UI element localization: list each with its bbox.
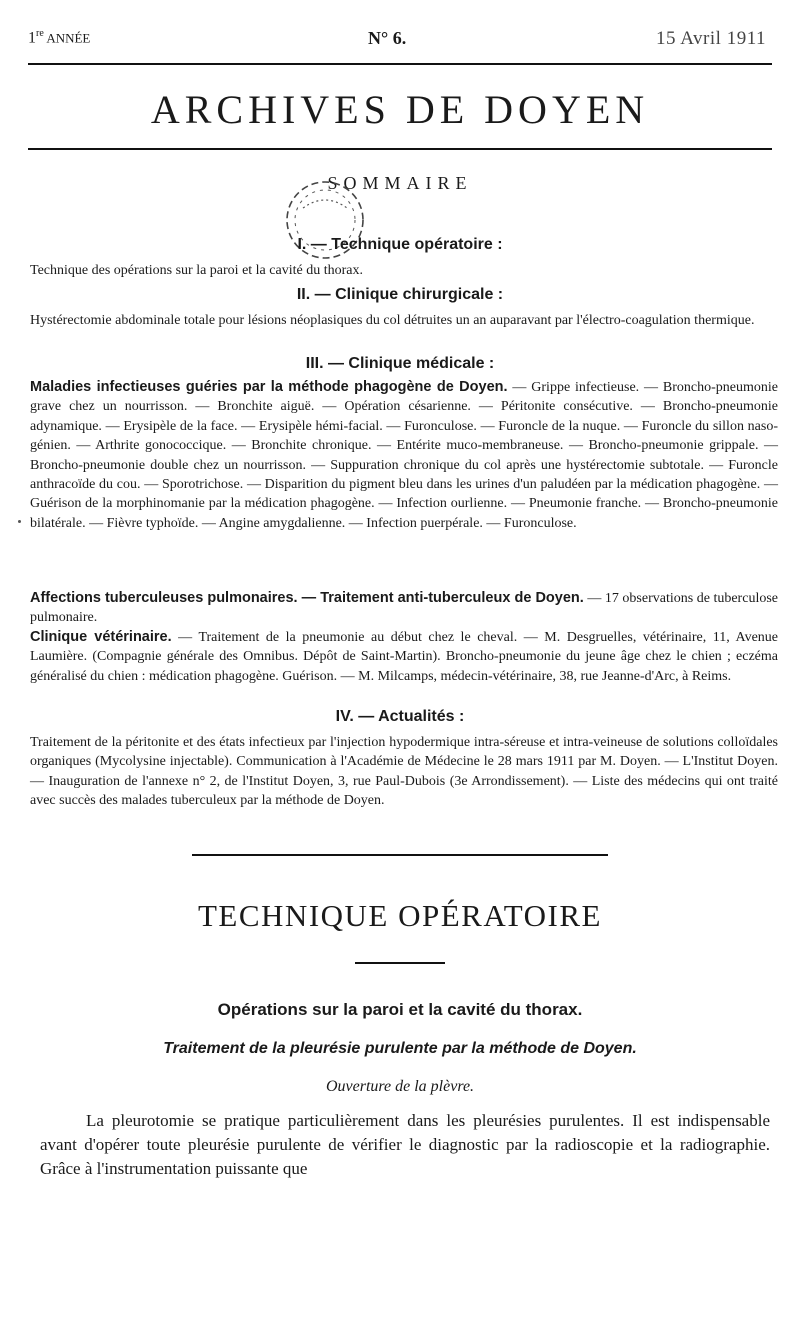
block-lead-veterinaire: Clinique vétérinaire. (30, 629, 172, 645)
sommaire-end-rule (192, 854, 608, 856)
article-heading: Opérations sur la paroi et la cavité du thorax. (217, 1000, 583, 1019)
year-sup: re (36, 28, 44, 39)
block-text-maladies: — Grippe infectieuse. — Broncho-pneumonie grave chez un nourrisson. — Bronchite aiguë. — Opération césarienne. — Péritonite consécutive. — Broncho-pneumonie adynamique. — Erysipèle de la face. — Erysipèle hémi-facial. — Furonculose. — Furoncle de la nuque. — Furoncle du sillon naso-génien. — Arthrite gonococcique. — Bronchite chronique. — Entérite muco-membraneuse. — Broncho-pneumonie grippale. — Broncho-pneumonie double chez un nourrisson. — Suppuration chronique du col après une hystérectomie subtotale. — Furoncle anthracoïde du cou. — Sporotrichose. — Disparition du pigment bleu dans les urines d'un paludéen par la médication phagogène. — Guérison de la morphinomanie par la médication phagogène. — Infection ourlienne. — Pneumonie franche. — Broncho-pneumonie bilatérale. — Fièvre typhoïde. — Angine amygdalienne. — Infection puerpérale. — Furonculose. (30, 380, 778, 531)
masthead (28, 28, 772, 48)
sommaire-title: SOMMAIRE (327, 173, 473, 193)
section-text-2: Hystérectomie abdominale totale pour lésions néoplasiques du col détruites un an auparavant par l'électro-coagulation thermique. (30, 313, 755, 328)
journal-title: ARCHIVES DE DOYEN (150, 87, 650, 132)
block-text-veterinaire: — Traitement de la pneumonie au début chez le cheval. — M. Desgruelles, vétérinaire, 11, Avenue Laumière. (Compagnie générale des Omnibus. Dépôt de Saint-Martin). Broncho-pneumonie du jeune âge chez le chien ; eczéma généralisé du chien : médication phagogène. Guérison. — M. Milcamps, médecin-vétérinaire, 38, rue Jeanne-d'Arc, à Reims. (30, 630, 778, 684)
block-lead-maladies: Maladies infectieuses guéries par la méthode phagogène de Doyen. (30, 379, 508, 395)
tuberculose-block (30, 589, 778, 628)
article-subsection: Ouverture de la plèvre. (325, 1078, 475, 1095)
year-label (28, 28, 90, 47)
section-heading-3: III. — Clinique médicale : (305, 355, 495, 372)
block-text-tuberculose: — 17 observations de tuberculose pulmonaire. (30, 591, 778, 626)
block-lead-tuberculose: Affections tuberculeuses pulmonaires. — Traitement anti-tuberculeux de Doyen. (30, 590, 584, 606)
issue-number: N° 6. (368, 28, 407, 48)
margin-speck (18, 520, 21, 523)
section-heading-1: I. — Technique opératoire : (297, 236, 503, 253)
veterinaire-block (30, 628, 778, 686)
title-rule (28, 148, 772, 150)
section-text-4: Traitement de la péritonite et des états infectieux par l'injection hypodermique intra-séreuse et intra-veineuse de solutions colloïdales organiques (Mycolysine injectable). Communication à l'Académie de Médecine le 28 mars 1911 par M. Doyen. — L'Institut Doyen. — Inauguration de l'annexe n° 2, de l'Institut Doyen, 3, rue Paul-Dubois (3e Arrondissement). — Liste des médecins qui ont traité avec succès des malades tuberculeux par la méthode de Doyen. (30, 735, 778, 809)
clinique-medicale-block (30, 378, 778, 533)
issue-date: 15 Avril 1911 (656, 28, 766, 49)
section-heading-4: IV. — Actualités : (335, 708, 465, 725)
article-section-title: TECHNIQUE OPÉRATOIRE (198, 898, 602, 933)
section-text-1: Technique des opérations sur la paroi et la cavité du thorax. (30, 263, 363, 278)
section-heading-2: II. — Clinique chirurgicale : (296, 286, 504, 303)
article-body: La pleurotomie se pratique particulièrement dans les pleurésies purulentes. Il est indispensable avant d'opérer toute pleurésie purulente de vérifier le diagnostic par la radioscopie et la radiographie. Grâce à l'instrumentation puissante que (40, 1111, 770, 1178)
top-rule (28, 63, 772, 65)
section-title-rule (355, 962, 445, 964)
year-number: 1 (28, 29, 36, 47)
year-text: ANNÉE (43, 30, 91, 46)
article-subheading: Traitement de la pleurésie purulente par la méthode de Doyen. (163, 1040, 637, 1057)
